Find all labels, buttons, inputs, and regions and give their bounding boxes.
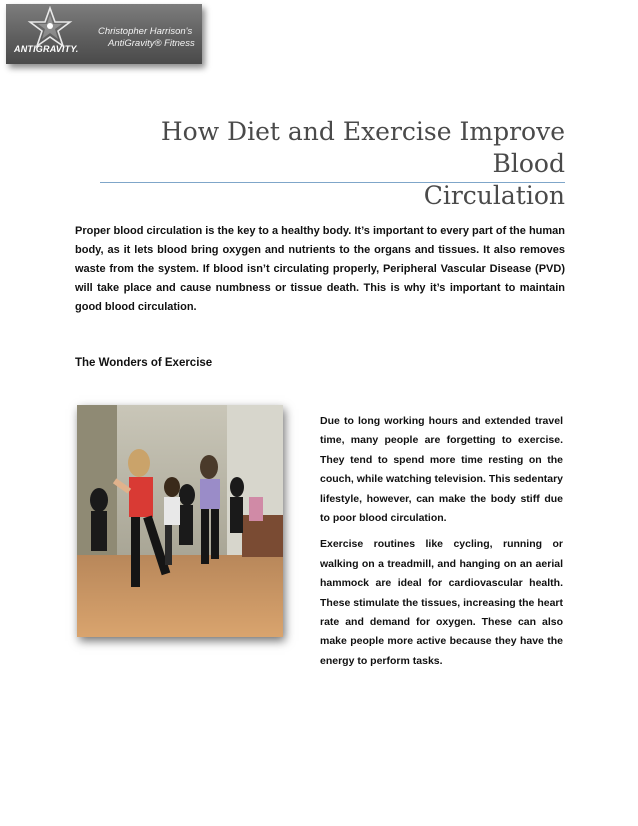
exercise-text-column [320, 412, 563, 678]
section-heading: The Wonders of Exercise [75, 357, 213, 369]
exercise-class-photo [77, 405, 283, 637]
intro-paragraph: Proper blood circulation is the key to a healthy body. It’s important to every part of the human body, as it lets blood bring oxygen and nutrients to the organs and tissues. It also removes waste from the system. If blood isn’t circulating properly, Peripheral Vascular Disease (PVD) will take place and cause numbness or tissue death. This is why it’s important to maintain good blood circulation. [75, 225, 565, 313]
brand-logo [6, 4, 202, 64]
brand-wordmark: ANTIGRAVITY. [14, 44, 79, 54]
page-title [100, 116, 565, 212]
exercise-paragraph-1: Due to long working hours and extended travel time, many people are forgetting to exercise. They tend to spend more time resting on the couch, while watching television. This sedentary lifestyle, however, can make the body stiff due to poor blood circulation. [320, 415, 563, 525]
brand-tagline-2: AntiGravity® Fitness [108, 38, 195, 49]
exercise-photo-illustration [77, 405, 283, 637]
title-divider [100, 182, 565, 183]
exercise-paragraph-2: Exercise routines like cycling, running or walking on a treadmill, and hanging on an aerial hammock are ideal for cardiovascular health. These stimulate the tissues, increasing the heart rate and demand for oxygen. These can also make people more active because they have the energy to perform tasks. [320, 538, 563, 667]
brand-tagline-1: Christopher Harrison's [98, 26, 193, 37]
page-title-line-2: Circulation [423, 181, 565, 210]
page-title-line-1: How Diet and Exercise Improve Blood [160, 117, 565, 178]
